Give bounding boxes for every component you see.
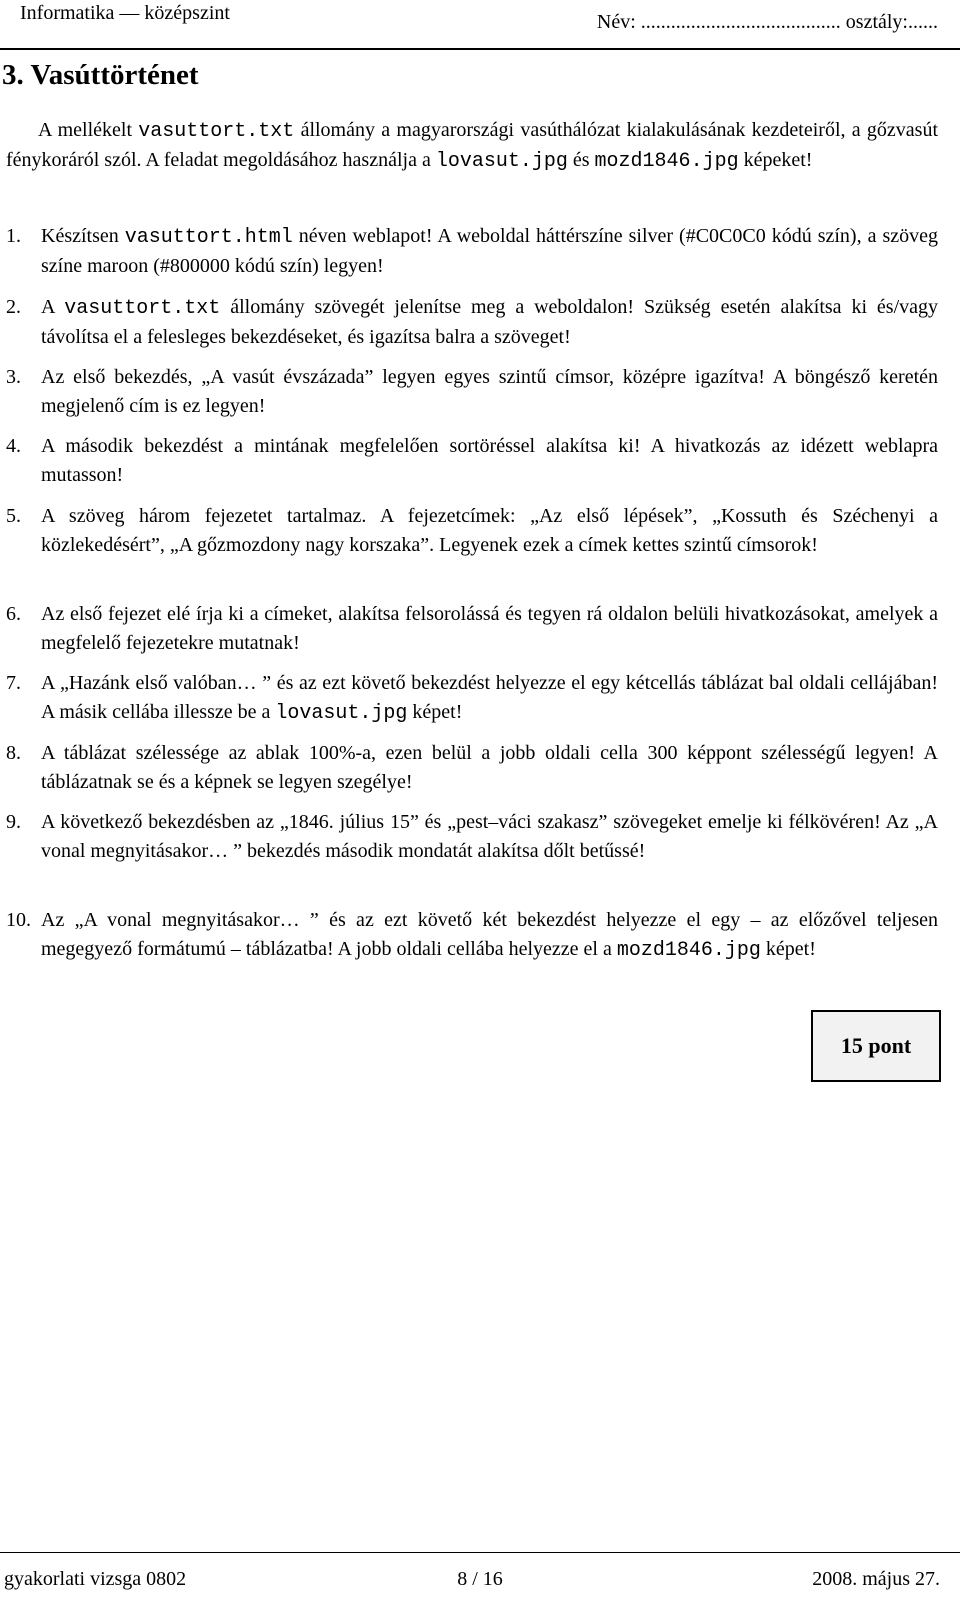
intro-file-mozd: mozd1846.jpg [594, 150, 739, 173]
header-name-class-field: Név: ........................................ osztály:...... [596, 11, 938, 33]
task-item-7 [6, 669, 938, 728]
task-item-3 [6, 363, 938, 421]
task-text: A szöveg három fejezetet tartalmaz. A fejezetcímek: „Az első lépések”, „Kossuth és Széchenyi a közlekedésért”, „A gőzmozdony nagy korszaka”. Legyenek ezek a címek kettes szintű címsorok! [41, 505, 938, 556]
task-text: állomány szövegét jelenítse meg a weboldalon! Szükség esetén alakítsa ki és/vagy távolítsa el a felesleges bekezdéseket, és igazítsa balra a szöveget! [41, 296, 939, 348]
footer-page-number: 8 / 16 [457, 1568, 503, 1590]
task-text: Készítsen [41, 225, 125, 247]
task-text: A „Hazánk első valóban… ” és az ezt követő bekezdést helyezze el egy kétcellás táblázat bal oldali cellájában! A másik cellába illessze be a [41, 672, 938, 723]
task-item-1 [6, 222, 938, 281]
task-code: lovasut.jpg [275, 702, 408, 725]
task-text: A [41, 296, 65, 318]
intro-file-lovasut: lovasut.jpg [435, 150, 568, 173]
task-number: 1. [6, 225, 21, 247]
task-item-8 [6, 739, 938, 797]
footer-exam-label: gyakorlati vizsga 0802 [4, 1568, 187, 1590]
task-text: képet! [760, 938, 816, 960]
task-number: 7. [6, 672, 21, 694]
intro-text-4: képeket! [738, 149, 813, 171]
task-number: 2. [6, 296, 21, 318]
task-text: Az első fejezet elé írja ki a címeket, alakítsa felsorolássá és tegyen rá oldalon belüli hivatkozásokat, amelyek a megfelelő fejezetekre mutatnak! [41, 603, 938, 654]
task-number: 8. [6, 742, 21, 764]
score-box: 15 pont [811, 1010, 941, 1082]
task-text: A következő bekezdésben az „1846. július 15” és „pest–váci szakasz” szövegeket emelje ki félkövéren! Az „A vonal megnyitásakor… ” bekezdés második mondatát alakítsa dőlt betűssé! [41, 811, 938, 862]
task-number: 3. [6, 366, 21, 388]
task-item-10 [6, 906, 938, 965]
task-text: Az „A vonal megnyitásakor… ” és az ezt követő két bekezdést helyezze el egy – az előzővel teljesen megegyező formátumú – táblázatba! A jobb oldali cellába helyezze el a [41, 909, 938, 960]
task-text: Az első bekezdés, „A vasút évszázada” legyen egyes szintű címsor, középre igazítva! A böngésző keretén megjelenő cím is ez legyen! [41, 366, 938, 417]
intro-text-3: és [567, 149, 595, 171]
intro-text-2: állomány a magyarországi vasúthálózat kialakulásának kezdeteiről, a gőzvasút fénykoráról szól. A feladat megoldásához használja a [6, 119, 938, 171]
task-number: 6. [6, 603, 21, 625]
task-code: vasuttort.txt [64, 297, 221, 320]
header-subject: Informatika — középszint [20, 2, 230, 24]
task-number: 9. [6, 811, 21, 833]
intro-file-txt: vasuttort.txt [138, 120, 295, 143]
task-text: néven weblapot! A weboldal háttérszíne silver (#C0C0C0 kódú szín), a szöveg színe maroon (#800000 kódú szín) legyen! [41, 225, 938, 277]
page-title: 3. Vasúttörténet [2, 59, 199, 91]
footer-date: 2008. május 27. [812, 1568, 940, 1590]
task-number: 4. [6, 435, 21, 457]
task-item-2 [6, 293, 938, 352]
task-item-9 [6, 808, 938, 866]
task-item-4 [6, 432, 938, 490]
footer-divider [0, 1552, 960, 1553]
task-code: mozd1846.jpg [616, 939, 761, 962]
header-divider [0, 48, 960, 50]
intro-paragraph [6, 116, 938, 176]
task-item-6 [6, 600, 938, 658]
task-text: képet! [407, 701, 463, 723]
task-item-5 [6, 502, 938, 560]
task-number: 5. [6, 505, 21, 527]
task-text: A táblázat szélessége az ablak 100%-a, ezen belül a jobb oldali cella 300 képpont szélességű legyen! A táblázatnak se és a képnek se legyen szegélye! [41, 742, 938, 793]
intro-text-1: A mellékelt [38, 119, 139, 141]
task-code: vasuttort.html [124, 226, 293, 249]
task-text: A második bekezdést a mintának megfelelően sortöréssel alakítsa ki! A hivatkozás az idézett weblapra mutasson! [41, 435, 938, 486]
task-number: 10. [6, 909, 31, 931]
